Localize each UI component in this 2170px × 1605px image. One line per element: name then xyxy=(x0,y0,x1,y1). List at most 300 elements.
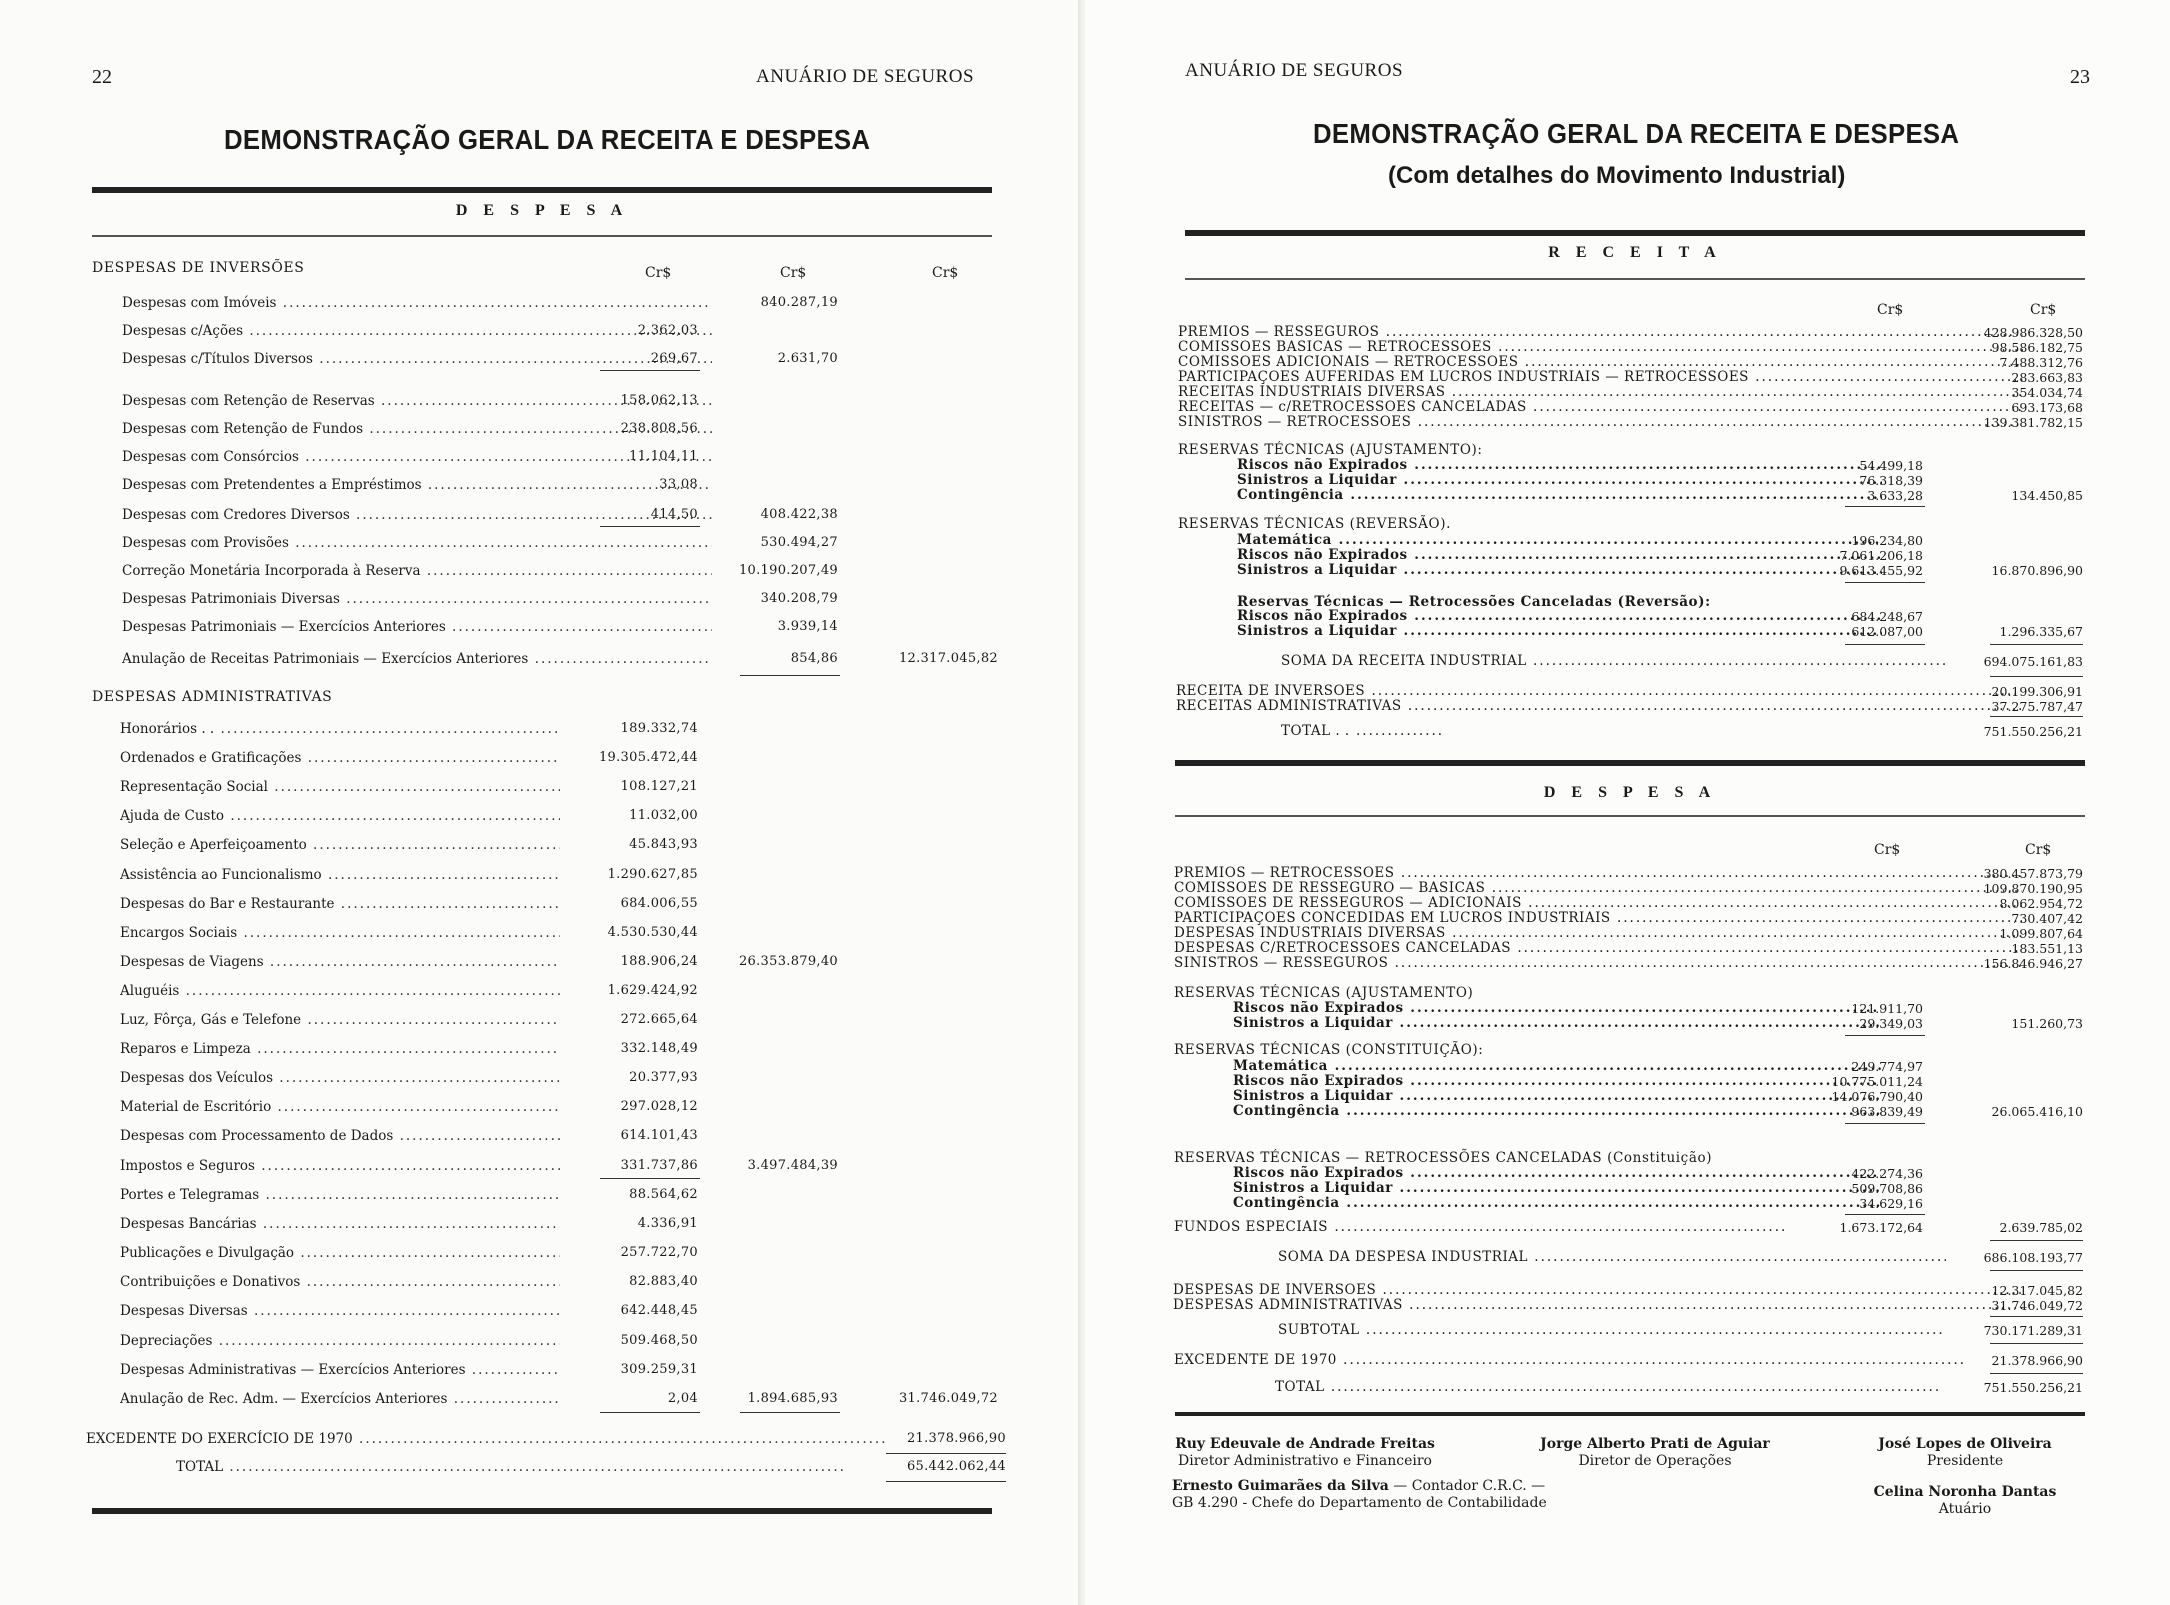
row-label: Riscos não Expirados ..... xyxy=(1233,1166,1881,1181)
table-row xyxy=(1178,415,2083,430)
excedente-value: 21.378.966,90 xyxy=(906,1431,1006,1446)
col-header-r1: Cr$ xyxy=(1877,302,1904,318)
row-label: Encargos Sociais ..... xyxy=(120,922,560,944)
row-label: Despesas Patrimoniais Diversas ..... xyxy=(122,588,712,610)
value-col-1: 684.006,55 xyxy=(620,896,698,911)
value-col-1: 188.906,24 xyxy=(620,954,698,969)
row-label: SINISTROS — RESSEGUROS ..... xyxy=(1174,956,2022,971)
page-number-left: 22 xyxy=(92,66,112,88)
total-value: 65.442.062,44 xyxy=(906,1459,1006,1474)
value-col-1: 684.248,67 xyxy=(1851,609,1923,624)
table-row xyxy=(1233,1059,2083,1074)
row-label: Despesas com Retenção de Reservas ..... xyxy=(122,390,712,412)
table-row xyxy=(120,747,1002,769)
signature-contador xyxy=(1172,1478,1602,1512)
row-label: Despesas Diversas ..... xyxy=(120,1300,560,1322)
value-col-1: 1.629.424,92 xyxy=(607,983,698,998)
row-label: Despesas com Pretendentes a Empréstimos ..... xyxy=(122,474,712,496)
signature-role: — Contador C.R.C. — xyxy=(1393,1478,1546,1494)
value-col-2: 109.870.190,95 xyxy=(1983,881,2083,896)
value-col-1: 331.737,86 xyxy=(620,1158,698,1173)
value-col-2: 840.287,19 xyxy=(760,295,838,310)
table-row xyxy=(1174,896,2083,911)
row-label: Despesas Administrativas — Exercícios Anteriores ..... xyxy=(120,1359,560,1381)
signature-2 xyxy=(1525,1436,1785,1470)
row-label: DESPESAS INDUSTRIAIS DIVERSAS ..... xyxy=(1174,926,2022,941)
rule xyxy=(1175,1412,2085,1416)
table-row xyxy=(120,1271,1002,1293)
row-label: Sinistros a Liquidar ..... xyxy=(1237,473,1882,488)
signature-role: Diretor Administrativo e Financeiro xyxy=(1178,1453,1432,1469)
value-col-2: 408.422,38 xyxy=(760,507,838,522)
signature-atuario xyxy=(1865,1484,2065,1518)
value-col-2: 340.208,79 xyxy=(760,591,838,606)
row-label: Ajuda de Custo ..... xyxy=(120,805,560,827)
value-col-3: 12.317.045,82 xyxy=(898,651,998,666)
signature-role: Presidente xyxy=(1926,1453,2004,1469)
row-label: COMISSÕES BÁSICAS — RETROCESSÕES ..... xyxy=(1178,340,2023,355)
table-row xyxy=(120,922,1002,944)
table-row xyxy=(122,532,1002,554)
value-col-1: 11.032,00 xyxy=(629,808,698,823)
underline xyxy=(1845,644,1925,645)
col-header-3: Cr$ xyxy=(932,265,959,281)
rule xyxy=(1175,760,2085,766)
row-label: Despesas com Consórcios ..... xyxy=(122,446,712,468)
value-col-1: 88.564,62 xyxy=(629,1187,698,1202)
underline xyxy=(1845,506,1925,507)
row-label: Matemática ..... xyxy=(1237,533,1882,548)
value-col-1: 10.775.011,24 xyxy=(1831,1074,1923,1089)
value-col-2: 2.639.785,02 xyxy=(1999,1220,2083,1235)
table-row xyxy=(1237,548,2083,563)
table-row xyxy=(1174,1353,2083,1368)
rule xyxy=(1185,278,2085,280)
table-row xyxy=(1237,533,2083,548)
value-col-1: 20.377,93 xyxy=(629,1070,698,1085)
row-label: FUNDOS ESPECIAIS ..... xyxy=(1174,1220,1784,1235)
table-row xyxy=(120,1009,1002,1031)
table-row xyxy=(122,474,1002,496)
value-col-2: 3.939,14 xyxy=(777,619,838,634)
value-col-1: 257.722,70 xyxy=(620,1245,698,1260)
value-col-1: 414,50 xyxy=(650,507,698,522)
table-row xyxy=(1176,684,2083,699)
table-row xyxy=(1178,400,2083,415)
row-label: Depreciações ..... xyxy=(120,1330,560,1352)
table-row xyxy=(1178,325,2083,340)
table-row xyxy=(120,1096,1002,1118)
table-row xyxy=(120,1242,1002,1264)
table-row xyxy=(120,1038,1002,1060)
table-row xyxy=(1237,609,2083,624)
row-label: EXCEDENTE DE 1970 ..... xyxy=(1174,1353,1964,1368)
value-col-1: 249.774,97 xyxy=(1851,1059,1923,1074)
subsection-heading: RESERVAS TÉCNICAS — RETROCESSÕES CANCELADAS (Constituição) xyxy=(1174,1150,1713,1166)
table-row xyxy=(1233,1181,2083,1196)
row-label: Despesas com Provisões ..... xyxy=(122,532,712,554)
table-row xyxy=(1278,1323,2083,1338)
table-row xyxy=(122,588,1002,610)
table-row xyxy=(122,292,1002,314)
value-col-2: 730.407,42 xyxy=(2011,911,2083,926)
table-row xyxy=(120,805,1002,827)
row-label: Riscos não Expirados ..... xyxy=(1237,458,1882,473)
row-label: SUBTOTAL ..... xyxy=(1278,1323,1946,1338)
table-row xyxy=(120,1359,1002,1381)
table-row xyxy=(122,320,1002,342)
table-row xyxy=(120,1155,1002,1177)
row-label: Correção Monetária Incorporada à Reserva ..... xyxy=(122,560,712,582)
value-col-2: 1.296.335,67 xyxy=(1999,624,2083,639)
row-label: TOTAL . . ..... xyxy=(1281,724,1441,739)
value-col-1: 7.061.206,18 xyxy=(1839,548,1923,563)
page-title-left: DEMONSTRAÇÃO GERAL DA RECEITA E DESPESA xyxy=(224,124,871,155)
value-col-1: 11.104,11 xyxy=(629,449,698,464)
value-col-1: 269,67 xyxy=(650,351,698,366)
running-head-left: ANUÁRIO DE SEGUROS xyxy=(756,66,975,87)
value-col-1: 309.259,31 xyxy=(620,1362,698,1377)
underline xyxy=(1990,676,2083,677)
value-col-2: 151.260,73 xyxy=(2011,1016,2083,1031)
value-col-2: 751.550.256,21 xyxy=(1983,724,2083,739)
underline xyxy=(1990,1316,2083,1317)
row-label: Despesas Patrimoniais — Exercícios Anteriores ..... xyxy=(122,616,712,638)
underline xyxy=(1845,1123,1925,1124)
value-col-2: 31.746.049,72 xyxy=(1991,1298,2083,1313)
table-row xyxy=(1174,941,2083,956)
table-row xyxy=(1173,1298,2083,1313)
row-label: Assistência ao Funcionalismo ..... xyxy=(120,864,560,886)
value-col-2: 134.450,85 xyxy=(2011,488,2083,503)
row-label: Sinistros a Liquidar ..... xyxy=(1233,1181,1881,1196)
table-row xyxy=(120,1067,1002,1089)
row-label: Portes e Telegramas ..... xyxy=(120,1184,560,1206)
value-col-2: 156.846.946,27 xyxy=(1983,956,2083,971)
signature-role: GB 4.290 - Chefe do Departamento de Contabilidade xyxy=(1172,1495,1547,1511)
row-label: Impostos e Seguros ..... xyxy=(120,1155,560,1177)
value-col-2: 26.065.416,10 xyxy=(1991,1104,2083,1119)
row-label: RECEITA DE INVERSÕES ..... xyxy=(1176,684,2021,699)
row-label: Riscos não Expirados ..... xyxy=(1237,548,1882,563)
underline xyxy=(740,675,840,676)
signature-1 xyxy=(1165,1436,1445,1470)
col-header-r2b: Cr$ xyxy=(2025,842,2052,858)
row-label: Seleção e Aperfeiçoamento ..... xyxy=(120,834,560,856)
row-label: Sinistros a Liquidar ..... xyxy=(1237,563,1882,578)
table-row xyxy=(1178,340,2083,355)
value-col-1: 19.305.472,44 xyxy=(598,750,698,765)
value-col-2: 283.663,83 xyxy=(2011,370,2083,385)
signature-name: Celina Noronha Dantas xyxy=(1873,1484,2057,1500)
row-label: Riscos não Expirados ..... xyxy=(1233,1001,1881,1016)
heading-despesas-administrativas: DESPESAS ADMINISTRATIVAS xyxy=(92,689,333,705)
table-row xyxy=(120,776,1002,798)
value-col-1: 1.290.627,85 xyxy=(607,867,698,882)
row-label: Despesas com Processamento de Dados ..... xyxy=(120,1125,560,1147)
subsection-heading: RESERVAS TÉCNICAS (REVERSÃO). xyxy=(1178,516,1451,532)
value-col-1: 272.665,64 xyxy=(620,1012,698,1027)
value-col-2: 694.075.161,83 xyxy=(1983,654,2083,669)
underline xyxy=(600,1178,700,1179)
row-label: Despesas com Retenção de Fundos ..... xyxy=(122,418,712,440)
table-row xyxy=(120,1300,1002,1322)
table-row xyxy=(1233,1166,2083,1181)
underline xyxy=(1990,716,2083,717)
value-col-1: 2.362,03 xyxy=(637,323,698,338)
value-col-1: 2,04 xyxy=(667,1391,698,1406)
row-label: Despesas Bancárias ..... xyxy=(120,1213,560,1235)
value-col-3: 31.746.049,72 xyxy=(898,1391,998,1406)
table-row xyxy=(120,718,1002,740)
row-label: PARTICIPAÇÕES AUFERIDAS EM LUCROS INDUSTRIAIS — RETROCESSÕES ..... xyxy=(1178,370,2023,385)
table-row xyxy=(1233,1001,2083,1016)
row-label: RECEITAS — c/RETROCESSÕES CANCELADAS ..... xyxy=(1178,400,2023,415)
row-label: Despesas com Imóveis ..... xyxy=(122,292,712,314)
rule xyxy=(92,187,992,193)
underline xyxy=(1990,1270,2083,1271)
subsection-heading: RESERVAS TÉCNICAS (CONSTITUIÇÃO): xyxy=(1174,1042,1484,1058)
signature-name: José Lopes de Oliveira xyxy=(1878,1436,2052,1452)
underline xyxy=(600,526,700,527)
value-col-1: 509.468,50 xyxy=(620,1333,698,1348)
value-col-1: 14.076.790,40 xyxy=(1831,1089,1923,1104)
row-label: Despesas do Bar e Restaurante ..... xyxy=(120,893,560,915)
underline xyxy=(886,1481,1006,1482)
rule xyxy=(92,235,992,237)
row-label: Despesas c/Títulos Diversos ..... xyxy=(122,348,712,370)
section-despesa-left: D E S P E S A xyxy=(455,202,629,219)
table-row xyxy=(1237,458,2083,473)
table-row xyxy=(1174,956,2083,971)
table-row xyxy=(120,893,1002,915)
col-header-1: Cr$ xyxy=(645,265,672,281)
page-subtitle-right: (Com detalhes do Movimento Industrial) xyxy=(1388,162,1846,189)
table-row xyxy=(120,864,1002,886)
table-row xyxy=(122,560,1002,582)
value-col-2: 8.062.954,72 xyxy=(1999,896,2083,911)
value-col-1: 45.843,93 xyxy=(629,837,698,852)
value-col-2: 183.551,13 xyxy=(2011,941,2083,956)
page-number-right: 23 xyxy=(2070,66,2090,88)
row-label: COMISSÕES DE RESSEGUROS — ADICIONAIS ..... xyxy=(1174,896,2022,911)
value-col-1: 76.318,39 xyxy=(1859,473,1923,488)
table-row xyxy=(1173,1283,2083,1298)
value-col-1: 108.127,21 xyxy=(620,779,698,794)
underline xyxy=(600,1412,700,1413)
table-row xyxy=(1233,1074,2083,1089)
row-label: Reparos e Limpeza ..... xyxy=(120,1038,560,1060)
underline xyxy=(600,370,700,371)
row-label: Sinistros a Liquidar ..... xyxy=(1237,624,1882,639)
underline xyxy=(1990,1373,2083,1374)
table-row xyxy=(1174,1220,2083,1235)
row-label: Riscos não Expirados ..... xyxy=(1237,609,1882,624)
row-label: COMISSÕES DE RESSEGURO — BÁSICAS ..... xyxy=(1174,881,2022,896)
row-label: Despesas com Credores Diversos ..... xyxy=(122,504,712,526)
table-row xyxy=(1174,911,2083,926)
table-row xyxy=(1174,926,2083,941)
table-row xyxy=(1237,563,2083,578)
value-col-2: 7.488.312,76 xyxy=(1999,355,2083,370)
row-label: Contingência ..... xyxy=(1233,1104,1881,1119)
table-row xyxy=(122,446,1002,468)
table-row xyxy=(1178,385,2083,400)
table-row xyxy=(1174,866,2083,881)
table-row xyxy=(1178,355,2083,370)
value-col-2: 751.550.256,21 xyxy=(1983,1380,2083,1395)
value-col-2: 686.108.193,77 xyxy=(1983,1250,2083,1265)
value-col-2: 16.870.896,90 xyxy=(1991,563,2083,578)
row-label: Contingência ..... xyxy=(1237,488,1882,503)
table-row xyxy=(122,616,1002,638)
underline xyxy=(1990,1240,2083,1241)
value-col-1: 614.101,43 xyxy=(620,1128,698,1143)
table-row xyxy=(1233,1016,2083,1031)
table-row xyxy=(1275,1380,2083,1395)
col-header-r1b: Cr$ xyxy=(1874,842,1901,858)
table-row xyxy=(120,1184,1002,1206)
value-col-2: 428.986.328,50 xyxy=(1983,325,2083,340)
table-row xyxy=(1174,881,2083,896)
value-col-1: 612.087,00 xyxy=(1851,624,1923,639)
value-col-2: 693.173,68 xyxy=(2011,400,2083,415)
table-row xyxy=(1233,1104,2083,1119)
value-col-1: 158.062,13 xyxy=(620,393,698,408)
section-receita: R E C E I T A xyxy=(1548,244,1722,261)
table-row xyxy=(120,1125,1002,1147)
value-col-1: 3.633,28 xyxy=(1867,488,1923,503)
row-label: Riscos não Expirados ..... xyxy=(1233,1074,1881,1089)
signature-name: Ernesto Guimarães da Silva xyxy=(1172,1478,1389,1494)
value-col-2: 20.199.306,91 xyxy=(1991,684,2083,699)
value-col-2: 10.190.207,49 xyxy=(738,563,838,578)
row-label: Sinistros a Liquidar ..... xyxy=(1233,1089,1881,1104)
row-label: Despesas dos Veículos ..... xyxy=(120,1067,560,1089)
underline xyxy=(1845,1035,1925,1036)
row-label: PRÊMIOS — RESSEGUROS ..... xyxy=(1178,325,2023,340)
row-label: Anulação de Receitas Patrimoniais — Exercícios Anteriores ..... xyxy=(122,648,712,670)
value-col-1: 196.234,80 xyxy=(1851,533,1923,548)
row-label: Luz, Fôrça, Gás e Telefone ..... xyxy=(120,1009,560,1031)
value-col-2: 3.497.484,39 xyxy=(747,1158,838,1173)
excedente-label: EXCEDENTE DO EXERCÍCIO DE 1970 ..... xyxy=(86,1428,886,1450)
table-row xyxy=(120,951,1002,973)
row-label: Anulação de Rec. Adm. — Exercícios Anteriores ..... xyxy=(120,1388,560,1410)
row-label: RECEITAS INDUSTRIAIS DIVERSAS ..... xyxy=(1178,385,2023,400)
table-row xyxy=(1178,370,2083,385)
running-head-right: ANUÁRIO DE SEGUROS xyxy=(1185,60,1404,81)
value-col-2: 2.631,70 xyxy=(777,351,838,366)
row-label: Sinistros a Liquidar ..... xyxy=(1233,1016,1881,1031)
value-col-2: 1.894.685,93 xyxy=(747,1391,838,1406)
row-label: Contingência ..... xyxy=(1233,1196,1881,1211)
value-col-1: 1.673.172,64 xyxy=(1839,1220,1923,1235)
value-col-1: 509.708,86 xyxy=(1851,1181,1923,1196)
underline xyxy=(1845,1214,1925,1215)
table-row xyxy=(120,1330,1002,1352)
table-row xyxy=(1278,1250,2083,1265)
value-col-1: 4.530.530,44 xyxy=(607,925,698,940)
subsection-heading: RESERVAS TÉCNICAS (AJUSTAMENTO): xyxy=(1178,442,1483,458)
row-label: Representação Social ..... xyxy=(120,776,560,798)
underline xyxy=(740,1412,840,1413)
right-page xyxy=(1085,0,2170,1605)
row-label: TOTAL ..... xyxy=(1275,1380,1940,1395)
underline xyxy=(1990,644,2083,645)
table-row xyxy=(122,648,1002,670)
value-col-1: 238.808,56 xyxy=(620,421,698,436)
rule xyxy=(1175,815,2085,817)
row-label: Matemática ..... xyxy=(1233,1059,1881,1074)
row-label: Despesas de Viagens ..... xyxy=(120,951,560,973)
heading-despesas-inversoes: DESPESAS DE INVERSÕES xyxy=(92,260,305,276)
row-label: DESPESAS ADMINISTRATIVAS ..... xyxy=(1173,1298,2023,1313)
value-col-1: 54.499,18 xyxy=(1859,458,1923,473)
table-row xyxy=(122,348,1002,370)
value-col-1: 642.448,45 xyxy=(620,1303,698,1318)
row-label: COMISSÕES ADICIONAIS — RETROCESSÕES ..... xyxy=(1178,355,2023,370)
page-title-right: DEMONSTRAÇÃO GERAL DA RECEITA E DESPESA xyxy=(1313,118,1960,149)
table-row xyxy=(1233,1196,2083,1211)
underline xyxy=(1845,582,1925,583)
row-label: SINISTROS — RETROCESSÕES ..... xyxy=(1178,415,2023,430)
value-col-1: 82.883,40 xyxy=(629,1274,698,1289)
table-row xyxy=(120,834,1002,856)
value-col-1: 9.613.455,92 xyxy=(1839,563,1923,578)
table-row xyxy=(120,980,1002,1002)
table-row xyxy=(1237,488,2083,503)
value-col-1: 422.274,36 xyxy=(1851,1166,1923,1181)
row-label: Ordenados e Gratificações ..... xyxy=(120,747,560,769)
signature-name: Jorge Alberto Prati de Aguiar xyxy=(1540,1436,1770,1452)
value-col-1: 189.332,74 xyxy=(620,721,698,736)
row-label: RECEITAS ADMINISTRATIVAS ..... xyxy=(1176,699,2021,714)
table-row xyxy=(1237,473,2083,488)
value-col-2: 98.586.182,75 xyxy=(1991,340,2083,355)
row-label: Contribuições e Donativos ..... xyxy=(120,1271,560,1293)
table-row xyxy=(1237,624,2083,639)
signature-role: Diretor de Operações xyxy=(1578,1453,1732,1469)
value-col-2: 530.494,27 xyxy=(760,535,838,550)
row-label: Publicações e Divulgação ..... xyxy=(120,1242,560,1264)
table-row xyxy=(1281,724,2083,739)
underline xyxy=(886,1453,1006,1454)
value-col-1: 121.911,70 xyxy=(1851,1001,1923,1016)
col-header-2: Cr$ xyxy=(780,265,807,281)
value-col-1: 29.349,03 xyxy=(1859,1016,1923,1031)
value-col-2: 354.034,74 xyxy=(2011,385,2083,400)
section-despesa-right: D E S P E S A xyxy=(1543,784,1717,801)
value-col-2: 854,86 xyxy=(790,651,838,666)
table-row xyxy=(122,504,1002,526)
table-row xyxy=(1281,654,2083,669)
row-label: Material de Escritório ..... xyxy=(120,1096,560,1118)
table-row xyxy=(122,390,1002,412)
value-col-2: 139.381.782,15 xyxy=(1983,415,2083,430)
value-col-1: 963.839,49 xyxy=(1851,1104,1923,1119)
row-label: PARTICIPAÇÕES CONCEDIDAS EM LUCROS INDUSTRIAIS ..... xyxy=(1174,911,2022,926)
value-col-1: 4.336,91 xyxy=(637,1216,698,1231)
total-label: TOTAL ..... xyxy=(176,1456,846,1478)
value-col-1: 332.148,49 xyxy=(620,1041,698,1056)
row-label: Aluguéis ..... xyxy=(120,980,560,1002)
value-col-1: 34.629,16 xyxy=(1859,1196,1923,1211)
table-row xyxy=(1233,1089,2083,1104)
row-label: SOMA DA RECEITA INDUSTRIAL ..... xyxy=(1281,654,1946,669)
row-label: SOMA DA DESPESA INDUSTRIAL ..... xyxy=(1278,1250,1946,1265)
row-label: Honorários . . ..... xyxy=(120,718,560,740)
